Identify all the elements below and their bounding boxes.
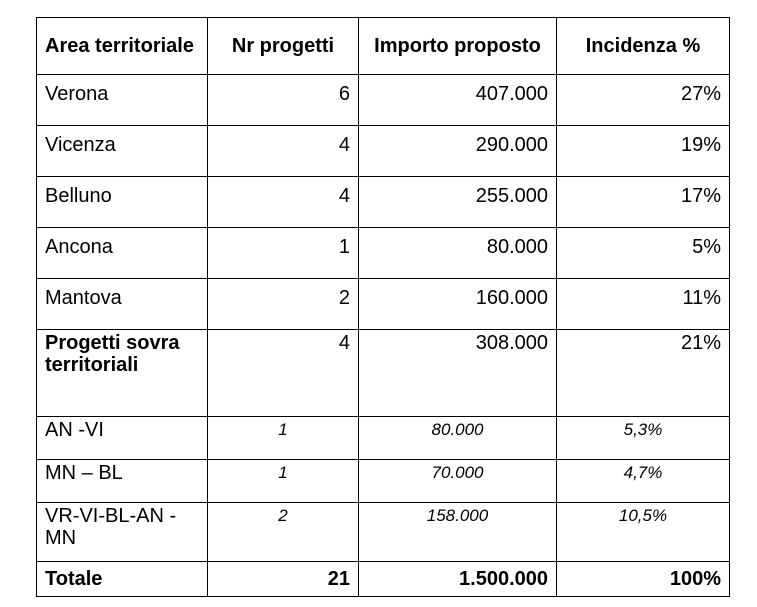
cell-incidenza: 19% (557, 126, 730, 177)
cell-area: Ancona (37, 228, 208, 279)
table-row (37, 75, 730, 126)
cell-incidenza: 17% (557, 177, 730, 228)
cell-nr: 1 (208, 417, 359, 460)
cell-nr: 2 (208, 279, 359, 330)
sub-row (37, 417, 730, 460)
cell-importo: 160.000 (359, 279, 557, 330)
cell-importo: 290.000 (359, 126, 557, 177)
cell-nr: 4 (208, 330, 359, 417)
cell-area: Totale (37, 562, 208, 597)
table-row (37, 228, 730, 279)
cell-nr: 6 (208, 75, 359, 126)
projects-table (36, 17, 730, 597)
header-area: Area territoriale (37, 18, 208, 75)
cell-nr: 2 (208, 503, 359, 562)
cell-importo: 308.000 (359, 330, 557, 417)
cell-area: VR-VI-BL-AN -MN (37, 503, 208, 562)
cell-importo: 158.000 (359, 503, 557, 562)
cell-incidenza: 27% (557, 75, 730, 126)
cell-area: AN -VI (37, 417, 208, 460)
cell-incidenza: 10,5% (557, 503, 730, 562)
cell-area: Vicenza (37, 126, 208, 177)
table-row (37, 177, 730, 228)
cell-importo: 80.000 (359, 417, 557, 460)
cell-importo: 80.000 (359, 228, 557, 279)
cell-area: Belluno (37, 177, 208, 228)
sub-row (37, 460, 730, 503)
cell-incidenza: 5,3% (557, 417, 730, 460)
header-row (37, 18, 730, 75)
cell-nr: 21 (208, 562, 359, 597)
cell-area: MN – BL (37, 460, 208, 503)
table-row (37, 126, 730, 177)
cell-incidenza: 100% (557, 562, 730, 597)
cell-area: Progetti sovra territoriali (37, 330, 208, 417)
cell-importo: 255.000 (359, 177, 557, 228)
cell-nr: 4 (208, 177, 359, 228)
cell-nr: 1 (208, 460, 359, 503)
header-nr: Nr progetti (208, 18, 359, 75)
cell-importo: 407.000 (359, 75, 557, 126)
cell-incidenza: 5% (557, 228, 730, 279)
cell-incidenza: 21% (557, 330, 730, 417)
header-importo: Importo proposto (359, 18, 557, 75)
cell-importo: 1.500.000 (359, 562, 557, 597)
cell-incidenza: 11% (557, 279, 730, 330)
cell-nr: 1 (208, 228, 359, 279)
cell-nr: 4 (208, 126, 359, 177)
total-row (37, 562, 730, 597)
sub-row (37, 503, 730, 562)
sovra-row (37, 330, 730, 417)
cell-area: Mantova (37, 279, 208, 330)
cell-area: Verona (37, 75, 208, 126)
table-row (37, 279, 730, 330)
cell-importo: 70.000 (359, 460, 557, 503)
cell-incidenza: 4,7% (557, 460, 730, 503)
header-incidenza: Incidenza % (557, 18, 730, 75)
